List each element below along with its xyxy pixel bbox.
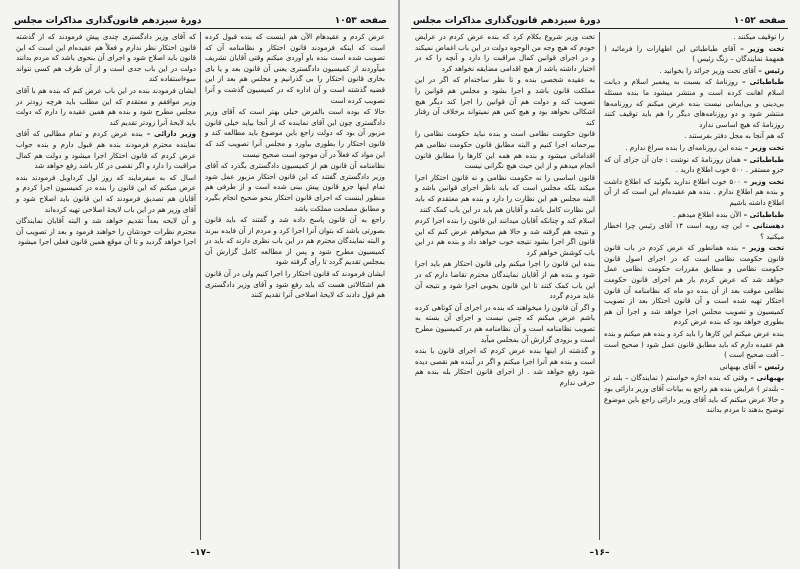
- speaker-name: دهستانی –: [741, 221, 785, 231]
- column-right: [600, 32, 788, 540]
- paragraph: [604, 210, 784, 221]
- paragraph-text: این چه رویه است ۱۴ آقای رئیس چرا اخطار میکنید ؟: [604, 221, 784, 241]
- column-left: [12, 32, 201, 540]
- column-right: [201, 32, 389, 540]
- paragraph: [604, 44, 784, 65]
- paragraph-text: را توقیف میکنند .: [733, 32, 784, 41]
- paragraph-text: آقای بهبهانی: [719, 361, 756, 371]
- paragraph-text: وقتی که بنده اجازه خواستم ( نمایندگان – بلند تر – بلندتر ) عرایض بنده هم راجع به بیانات آقای وزیر دارائی بود و حالا عرض میکنم که باید آقای وزیر دارائی راجع باین موضوع توضیح بدهند تا مردم بدانند: [604, 373, 784, 415]
- speaker-name: تخت وزیر –: [738, 243, 784, 253]
- running-title: دورهٔ سیزدهم قانون‌گذاری مذاکرات مجلس: [14, 16, 202, 26]
- paragraph: [604, 77, 784, 130]
- paragraph-text: بنده عرض میکنم این کارها را باید کرد و بنده هم میکنم و بنده هم عقیده دارم که باید مطابق قانون عمل شود ( صحیح است – آفت صحیح است ): [604, 329, 784, 360]
- paragraph: [16, 86, 196, 128]
- paragraph-text: اسال که به میفرمایند که روز اول کرداوبل فرمودند بنده عرض میکنم که این قانون را بنده در کمیسیون اجرا کردم و آقایان هم تصدیق فرمودند که این قانون باید اصلاح شود و آقای وزیر هم در این باب لایحهٔ اصلاحی تهیه کرده‌اند: [16, 172, 196, 214]
- paragraph: [604, 177, 784, 209]
- speaker-name: رئیس –: [755, 361, 784, 371]
- paragraph-text: اسلام کند و چنانکه آقایان میدانند این قانون را بنده اجرا کردم و نتیجه هم گرفته شد و حالا هم میخواهم عرض کنم که این قانون اگر اجرا بشود نتیجه خوب خواهد داد و بنده هم در این باب کوشش خواهم کرد: [415, 216, 595, 257]
- paragraph-text: حالا که بوده است بالفرض خیلی بهتر است که آقای وزیر دادگستری چون این آقای نماینده که از آنجا بیاید خیلی قانون مزبور آن بود که دولت راجع باین موضوع باید مطالعه کند و قانون احتکار را بطوری بیاورد و مجلس آنرا تصویب کند که این مواد که فعلاً در آن موجود است صحیح نیست: [205, 107, 385, 159]
- paragraph: [16, 32, 196, 85]
- paragraph: [604, 243, 784, 328]
- left-page: [4, 6, 397, 562]
- paragraph-text: الآن بنده اطلاع میدهم .: [672, 209, 742, 219]
- speaker-name: بهبهانی –: [747, 373, 784, 383]
- column-left: [411, 32, 600, 540]
- speaker-name: وزیر دارائی –: [142, 129, 196, 139]
- paragraph: [415, 173, 595, 215]
- paragraph-text: تخت وزیر شروع بکلام کرد که بنده عرض کردم در عرایض خودم که هیچ وجه من الوجوه دولت در این باب اغماض نمیکند و در اجرای قوانین کمال مراقبت را دارد و آنچه را که در اختیار داشته باشد از هیچ اقدامی مضایقه نخواهد کرد: [415, 32, 595, 73]
- paragraph-text: قانون حکومت نظامی است و بنده نباید حکومت نظامی را بیرحمانه اجرا کنیم و البته مطابق قانون حکومت نظامی هم اقداماتی میشود و بنده هم همه این کارها را مطابق قانون انجام میدهم و از این حیث هیچ نگرانی نیست: [415, 129, 595, 171]
- speaker-name: طباطبائی –: [737, 77, 784, 87]
- paragraph: [604, 221, 784, 242]
- paragraph: [604, 329, 784, 361]
- paragraph: [16, 216, 196, 248]
- text-columns: [411, 32, 788, 540]
- text-columns: [12, 32, 389, 540]
- paragraph: [205, 215, 385, 268]
- paragraph-text: و گذشته از اینها بنده عرض کردم که اجرای قانون با بنده است و بنده هم آنرا اجرا میکنم و اگر در آینده هم نقصی دیده شود رفع خواهد شد . از اجرای قانون احتکار بله بنده هم حرفی ندارم: [415, 346, 595, 387]
- speaker-name: طباطبائی –: [741, 209, 784, 219]
- paragraph-text: همان روزنامهٔ که نوشت : جان آن جزای آن که جزوِ مستقر . ۵۰۰ خوب اطلاع دارید .: [604, 154, 784, 175]
- paragraph-text: و آن لایحه بعداً تقدیم خواهد شد و البته آقایان نمایندگان محترم نظرات خودشان را خواهند فرمود و بعد از تصویب آن اجرا خواهد گردید و تا آن موقع همین قانون فعلی اجرا میشود: [16, 216, 196, 247]
- paragraph: [415, 303, 595, 345]
- paragraph: [604, 131, 784, 142]
- paragraph: [415, 216, 595, 258]
- running-title: دورهٔ سیزدهم قانون‌گذاری مذاکرات مجلس: [413, 16, 601, 26]
- speaker-name: تخت وزیر –: [742, 142, 784, 152]
- paragraph: [16, 129, 196, 171]
- speaker-name: تخت وزیر –: [735, 43, 784, 53]
- paragraph-text: نظامنامه آن قانون هم از کمیسیون دادگستری بگذرد که آقای وزیر دادگستری گفتند که این قانون احتکار مزبور عمل شود تمام اینها جزو قانون پیش بینی شده است و از طرفی هم منظور اینست که اجرای قانون احتکار بنحو صحیح انجام بگیرد و مطابق مصلحت مملکت باشد: [205, 161, 385, 213]
- paragraph-text: و اگر آن قانون را میخواهند که بنده در اجرای آن کوتاهی کرده باشم عرض میکنم که چنین نیست و اجرای آن بسته به تصویب نظامنامه است و آن نظامنامه هم در کمیسیون مطرح است و بزودی گزارش آن بمجلس میآید: [415, 302, 595, 344]
- right-page: [403, 6, 796, 562]
- page-footer: –۱۶–: [589, 548, 610, 558]
- paragraph: [205, 269, 385, 301]
- paragraph: [16, 173, 196, 215]
- paragraph: [604, 373, 784, 415]
- paragraph-text: بنده همانطور که عرض کردم در باب قانون قانون حکومت نظامی است که در اجرای اصول قانون حکومت نظامی و مطابق مقررات حکومت نظامی عمل خواهد شد که عرض کردم بار هم اجرای قانون حکومت نظامی موقت بعد از آن بنده دو ماه که نظامنامه آن قانون احتکار تهیه شده است و آن قانون احتکار بعد از تصویب کمیسیون و تصویب مجلس اجرا خواهد شد و اجرا آن هم بطوری خواهد بود که بنده عرض کردم: [604, 243, 784, 327]
- page-number: صفحه ۱۰۵۲: [733, 16, 786, 26]
- paragraph: [604, 66, 784, 77]
- paragraph: [415, 75, 595, 128]
- paragraph-text: بنده عرض کردم و تمام مطالبی که آقای نماینده محترم فرمودند بنده هم قبول دارم و بنده جواب عرض کردم که قانون احتکار اجرا میشود و دولت هم کمال مراقبت را دارد و اگر نقصی در کار باشد رفع خواهد شد: [16, 129, 196, 171]
- paragraph-text: ۵۰۰ خوب اطلاع ندارید بگوئید که اطلاع داشت و بنده هم اطلاع ندارم . بنده هم عقیده‌ام این است که از آن اطلاع داشته باشیم: [604, 176, 784, 207]
- speaker-name: تخت وزیر –: [740, 176, 784, 186]
- book-gutter: [398, 0, 400, 569]
- paragraph: [604, 143, 784, 154]
- paragraph-text: راجع به آن قانون پاسخ داده شد و گفتند که باید قانون بصورتی باشد که بتوان آنرا اجرا کرد و مردم از آن فایده ببرند و البته نمایندگان محترم هم در این باب نظری دارند که باید در کمیسیون مطرح شود و پس از مطالعه کامل گزارش آن بمجلس تقدیم گردد تا رأی گرفته شود: [205, 215, 385, 267]
- paragraph: [205, 32, 385, 106]
- page-header: [12, 6, 389, 29]
- paragraph-text: که آقای وزیر دادگستری چندی پیش فرمودند که از گذشته قانون احتکار نظر ندارم و فعلاً هم عقیده‌ام این است که این قانون باید اصلاح شود و اجرای آن بنحوی باشد که مردم بدانند دولت در این باب جدی است و از آن طرف هم کسی نتواند سوءاستفاده کند: [16, 32, 196, 84]
- paragraph-text: عرض کردم و عقیدهام الآن هم اینست که بنده قبول کرده است که اینکه فرمودند قانون احتکار و نظامنامه آن که تصویب شده است بنده باو آوردی میکنم وقتی آقایان تشریف میآوردند از کمیسیون دادگستری یعنی آن قانون بعد و یا بای بخاری قانون احتکار را بی گذرانیم و مجلس هم بعد از این قضیه گذشته است و آن اداره که در کمیسیون گذشت و آنرا تصویب کرده است: [205, 32, 385, 105]
- paragraph-text: آقای طباطبائی این اظهارات را فرمائید ( همهمهٔ نمایندگان – زنگ رئیس ): [604, 43, 784, 64]
- paragraph-text: بنده این روزنامه‌ای را بنده سراغ ندارم .: [625, 142, 743, 152]
- paragraph-text: ایشان فرمودند که قانون احتکار را اجرا کنیم ولی در آن قانون هم اشکالاتی هست که باید رفع شود و آقای وزیر دادگستری هم قول دادند که لایحهٔ اصلاحی آنرا تقدیم کنند: [205, 269, 385, 300]
- paragraph-text: به عقیده شخصی بنده و تا نظر ساخته‌ام که اگر در این مملکت قانون باشد و اجرا بشود و مجلس هم قوانین را تصویب کند و دولت هم آن قوانین را اجرا کند دیگر هیچ اشکالی نخواهد بود و هیچ کس هم نمیتواند برخلاف آن رفتار کند: [415, 75, 595, 127]
- page-header: [411, 6, 788, 29]
- page-number: صفحه ۱۰۵۳: [334, 16, 387, 26]
- paragraph-text: بنده این قانون را اجرا میکنم ولی قانون احتکار هم باید اجرا شود و بنده هم از آقایان نمایندگان محترم تقاضا دارم که در این باب کمک کنند تا این قانون بخوبی اجرا شود و نتیجه آن عاید مردم گردد: [415, 259, 595, 301]
- paragraph: [604, 32, 784, 43]
- paragraph-text: روزنامهٔ که بسبت به پیغمبر اسلام و دیانت اسلام اهانت کرده است و منتشر میشود ما بنده مسئله بی‌دینی و بی‌ایمانی نیست بنده عرض میکنم که روزنامه‌ها منتشر شود و دو روزنامه‌های دیگر را هم باید توقیف کنند روزنامهٔ که هیچ اساسی ندارد: [604, 77, 784, 129]
- paragraph-text: آقای تخت وزیر جرائد را بخوانید .: [659, 65, 756, 75]
- speaker-name: رئیس –: [755, 65, 784, 75]
- paragraph-text: قانون اساسی را نه حکومت نظامی و نه قانون احتکار اجرا میکند بلکه مجلس است که باید ناظر اجرای قوانین باشد و البته مجلس هم این نظارت را دارد و بنده هم معتقدم که باید این نظارت کامل باشد و آقایان هم باید در این باب کمک کنند: [415, 172, 595, 214]
- paragraph: [415, 346, 595, 388]
- paragraph: [415, 259, 595, 301]
- paragraph-text: که هم آنجا به محل دفتر بفرستند .: [684, 131, 784, 141]
- paragraph: [205, 161, 385, 214]
- paragraph: [415, 129, 595, 171]
- paragraph-text: ایشان فرمودند بنده در این باب عرض کنم که بنده هم با آقای وزیر موافقم و معتقدم که این مطلب باید هرچه زودتر در مجلس مطرح شود و بنده هم همین عقیده را دارم که دولت باید لایحهٔ آنرا زودتر تقدیم کند: [16, 85, 196, 127]
- paragraph: [205, 107, 385, 160]
- paragraph: [604, 362, 784, 373]
- paragraph: [604, 155, 784, 176]
- page-footer: –۱۷–: [190, 548, 211, 558]
- paragraph: [415, 32, 595, 74]
- speaker-name: طباطبائی –: [740, 154, 784, 164]
